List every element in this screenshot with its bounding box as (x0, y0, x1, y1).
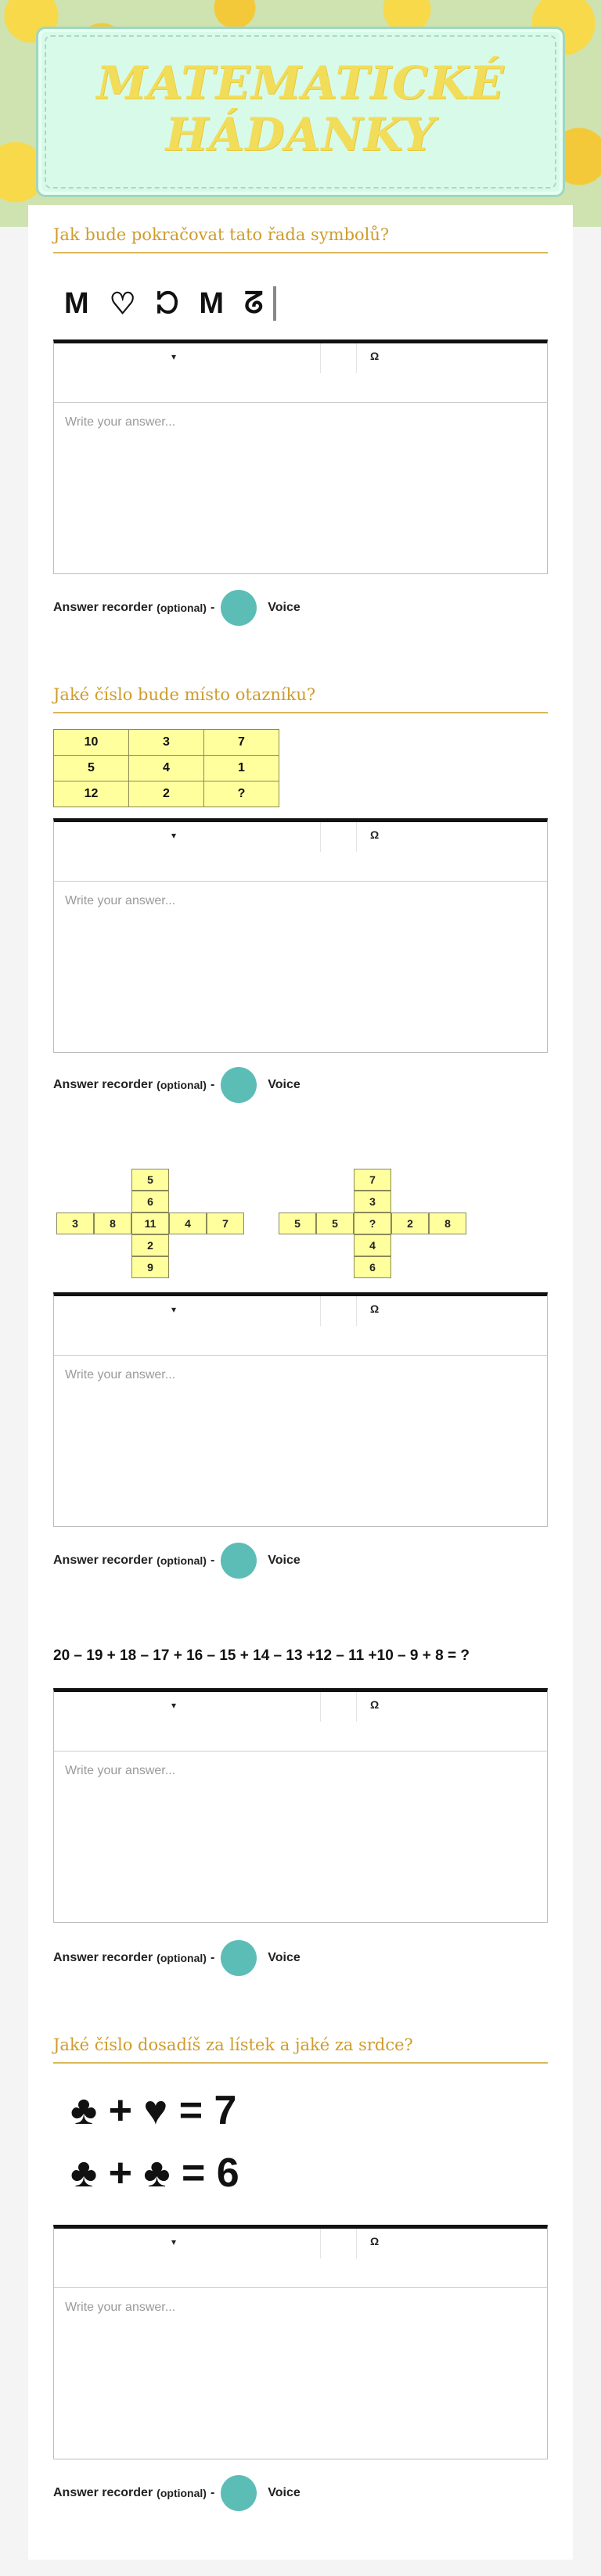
special-character-icon[interactable]: Ω (370, 2235, 380, 2247)
recorder-dash: - (210, 601, 215, 614)
recorder-optional: (optional) (157, 1079, 207, 1091)
recorder-optional: (optional) (157, 2487, 207, 2499)
cross-cell: 6 (354, 1256, 391, 1278)
question-5 (53, 2035, 548, 2064)
cross-cell: 4 (169, 1213, 207, 1234)
cross-cell: 5 (279, 1213, 316, 1234)
table-cell: 5 (54, 756, 129, 781)
cross-cell: 2 (391, 1213, 429, 1234)
table-cell: 1 (204, 756, 279, 781)
answer-input[interactable]: Write your answer... (65, 894, 176, 907)
cross-cell: 8 (429, 1213, 466, 1234)
recorder-optional: (optional) (157, 1952, 207, 1964)
answer-recorder (53, 1543, 548, 1579)
special-character-icon[interactable]: Ω (370, 350, 380, 362)
toolbar-divider (320, 2229, 321, 2258)
format-dropdown-icon[interactable]: ▾ (171, 830, 177, 841)
cross-cell: 3 (56, 1213, 94, 1234)
recorder-dash: - (210, 1078, 215, 1091)
table-cell: 12 (54, 781, 129, 807)
text-cursor (273, 286, 276, 321)
voice-label: Voice (268, 2486, 300, 2499)
toolbar-divider (320, 822, 321, 852)
editor-toolbar (54, 1692, 547, 1751)
voice-label: Voice (268, 1951, 300, 1964)
symbol: ᘔ (244, 286, 264, 320)
format-dropdown-icon[interactable]: ▾ (171, 1700, 177, 1711)
question-title: Jaké číslo bude místo otazníku? (53, 685, 548, 713)
format-dropdown-icon[interactable]: ▾ (171, 351, 177, 362)
format-dropdown-icon[interactable]: ▾ (171, 1304, 177, 1315)
symbol-sequence (53, 280, 548, 327)
recorder-dash: - (210, 1554, 215, 1567)
recorder-label: Answer recorder (53, 1951, 153, 1964)
cross-cell: 5 (131, 1169, 169, 1191)
answer-recorder (53, 1940, 548, 1976)
question-1 (53, 225, 548, 253)
question-2 (53, 685, 548, 713)
cross-cell: 2 (131, 1234, 169, 1256)
recorder-label: Answer recorder (53, 1554, 153, 1567)
voice-record-button[interactable] (221, 1940, 257, 1976)
cross-cell: 6 (131, 1191, 169, 1213)
toolbar-divider (356, 822, 357, 852)
symbol: M (64, 286, 89, 320)
recorder-dash: - (210, 2486, 215, 2499)
cross-cell: 9 (131, 1256, 169, 1278)
special-character-icon[interactable]: Ω (370, 1302, 380, 1315)
voice-label: Voice (268, 1078, 300, 1091)
cross-cell: 3 (354, 1191, 391, 1213)
number-table (53, 729, 548, 807)
equation-line-1: ♣ + ♥ = 7 (70, 2088, 237, 2133)
toolbar-divider (356, 2229, 357, 2258)
format-dropdown-icon[interactable]: ▾ (171, 2236, 177, 2247)
answer-recorder (53, 1067, 548, 1103)
table-cell: 2 (129, 781, 204, 807)
voice-record-button[interactable] (221, 590, 257, 626)
cross-cell: 5 (316, 1213, 354, 1234)
voice-record-button[interactable] (221, 1543, 257, 1579)
answer-editor[interactable] (53, 2225, 548, 2459)
voice-record-button[interactable] (221, 2475, 257, 2511)
title-frame (36, 27, 565, 197)
editor-toolbar (54, 2229, 547, 2288)
answer-editor[interactable] (53, 818, 548, 1053)
table-cell: 3 (129, 730, 204, 756)
cross-cell: 4 (354, 1234, 391, 1256)
recorder-optional: (optional) (157, 602, 207, 614)
recorder-dash: - (210, 1951, 215, 1964)
recorder-label: Answer recorder (53, 601, 153, 614)
title-line-2: HÁDANKY (165, 108, 436, 161)
special-character-icon[interactable]: Ω (370, 1698, 380, 1711)
symbol-equations (53, 2079, 548, 2204)
editor-toolbar (54, 343, 547, 403)
answer-recorder (53, 590, 548, 626)
cross-cell: 11 (131, 1213, 169, 1234)
cross-cell: 7 (354, 1169, 391, 1191)
answer-recorder (53, 2475, 548, 2511)
question-title: Jak bude pokračovat tato řada symbolů? (53, 225, 548, 253)
cross-cell: 8 (94, 1213, 131, 1234)
toolbar-divider (320, 343, 321, 373)
page-title (38, 57, 563, 160)
recorder-label: Answer recorder (53, 2486, 153, 2499)
symbol: ᘰ (156, 286, 179, 320)
table-cell: 10 (54, 730, 129, 756)
question-4 (53, 1647, 548, 1665)
answer-editor[interactable] (53, 1292, 548, 1527)
table-cell: ? (204, 781, 279, 807)
editor-toolbar (54, 822, 547, 882)
answer-input[interactable]: Write your answer... (65, 2301, 176, 2314)
header-banner (0, 0, 601, 227)
toolbar-divider (356, 1296, 357, 1326)
symbol: M (199, 286, 225, 320)
question-title: Jaké číslo dosadíš za lístek a jaké za srdce? (53, 2035, 548, 2064)
voice-label: Voice (268, 601, 300, 614)
voice-record-button[interactable] (221, 1067, 257, 1103)
cross-cell: ? (354, 1213, 391, 1234)
answer-input[interactable]: Write your answer... (65, 1764, 176, 1777)
answer-input[interactable]: Write your answer... (65, 415, 176, 429)
symbol: ♡ (109, 287, 136, 321)
special-character-icon[interactable]: Ω (370, 828, 380, 841)
toolbar-divider (356, 1692, 357, 1722)
answer-editor[interactable] (53, 340, 548, 574)
toolbar-divider (356, 343, 357, 373)
recorder-label: Answer recorder (53, 1078, 153, 1091)
title-line-1: MATEMATICKÉ (96, 56, 505, 110)
voice-label: Voice (268, 1554, 300, 1567)
answer-editor[interactable] (53, 1688, 548, 1923)
cross-cell: 7 (207, 1213, 244, 1234)
editor-toolbar (54, 1296, 547, 1356)
table-cell: 7 (204, 730, 279, 756)
table-cell: 4 (129, 756, 204, 781)
answer-input[interactable]: Write your answer... (65, 1368, 176, 1381)
toolbar-divider (320, 1692, 321, 1722)
recorder-optional: (optional) (157, 1554, 207, 1567)
equation-text: 20 – 19 + 18 – 17 + 16 – 15 + 14 – 13 +12 – 11 +10 – 9 + 8 = ? (53, 1647, 470, 1664)
equation-line-2: ♣ + ♣ = 6 (70, 2150, 239, 2196)
toolbar-divider (320, 1296, 321, 1326)
